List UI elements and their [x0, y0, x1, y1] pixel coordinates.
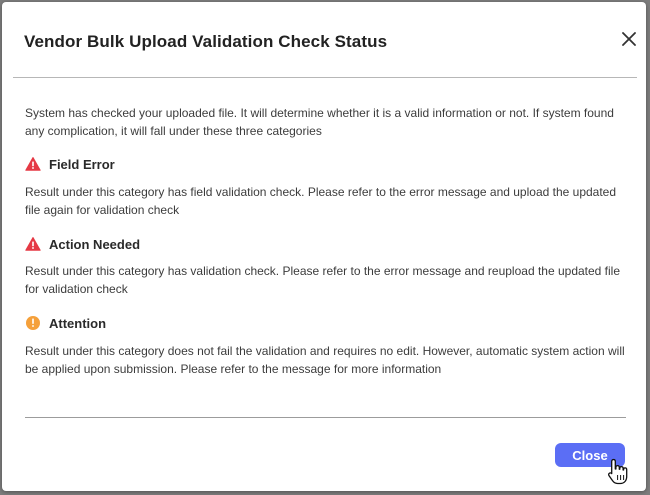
category-description: Result under this category does not fail the validation and requires no edit. However, automatic system action will be applied upon submission. Please refer to the message for more information [25, 344, 625, 376]
header-divider [13, 77, 637, 78]
category-label: Action Needed [49, 236, 141, 252]
validation-status-dialog [2, 2, 646, 491]
exclamation-circle-icon [25, 315, 41, 331]
warning-triangle-icon [25, 236, 41, 252]
warning-triangle-icon [25, 156, 41, 172]
category-description: Result under this category has validation check. Please refer to the error message and reupload the updated file for validation check [25, 264, 621, 296]
dialog-title: Vendor Bulk Upload Validation Check Status [24, 32, 388, 51]
hand-pointer-icon [607, 458, 629, 486]
category-description: Result under this category has field validation check. Please refer to the error message and upload the updated file again for validation check [25, 185, 617, 217]
footer-divider [25, 417, 626, 418]
category-field-error [25, 155, 115, 173]
category-attention [25, 314, 106, 332]
close-icon[interactable] [619, 29, 639, 49]
close-button[interactable]: Close [555, 443, 625, 467]
category-label: Field Error [49, 156, 115, 172]
intro-text: System has checked your uploaded file. It will determine whether it is a valid information or not. If system found any complication, it will fall under these three categories [25, 106, 614, 138]
category-action-needed [25, 235, 140, 253]
category-label: Attention [49, 315, 107, 331]
